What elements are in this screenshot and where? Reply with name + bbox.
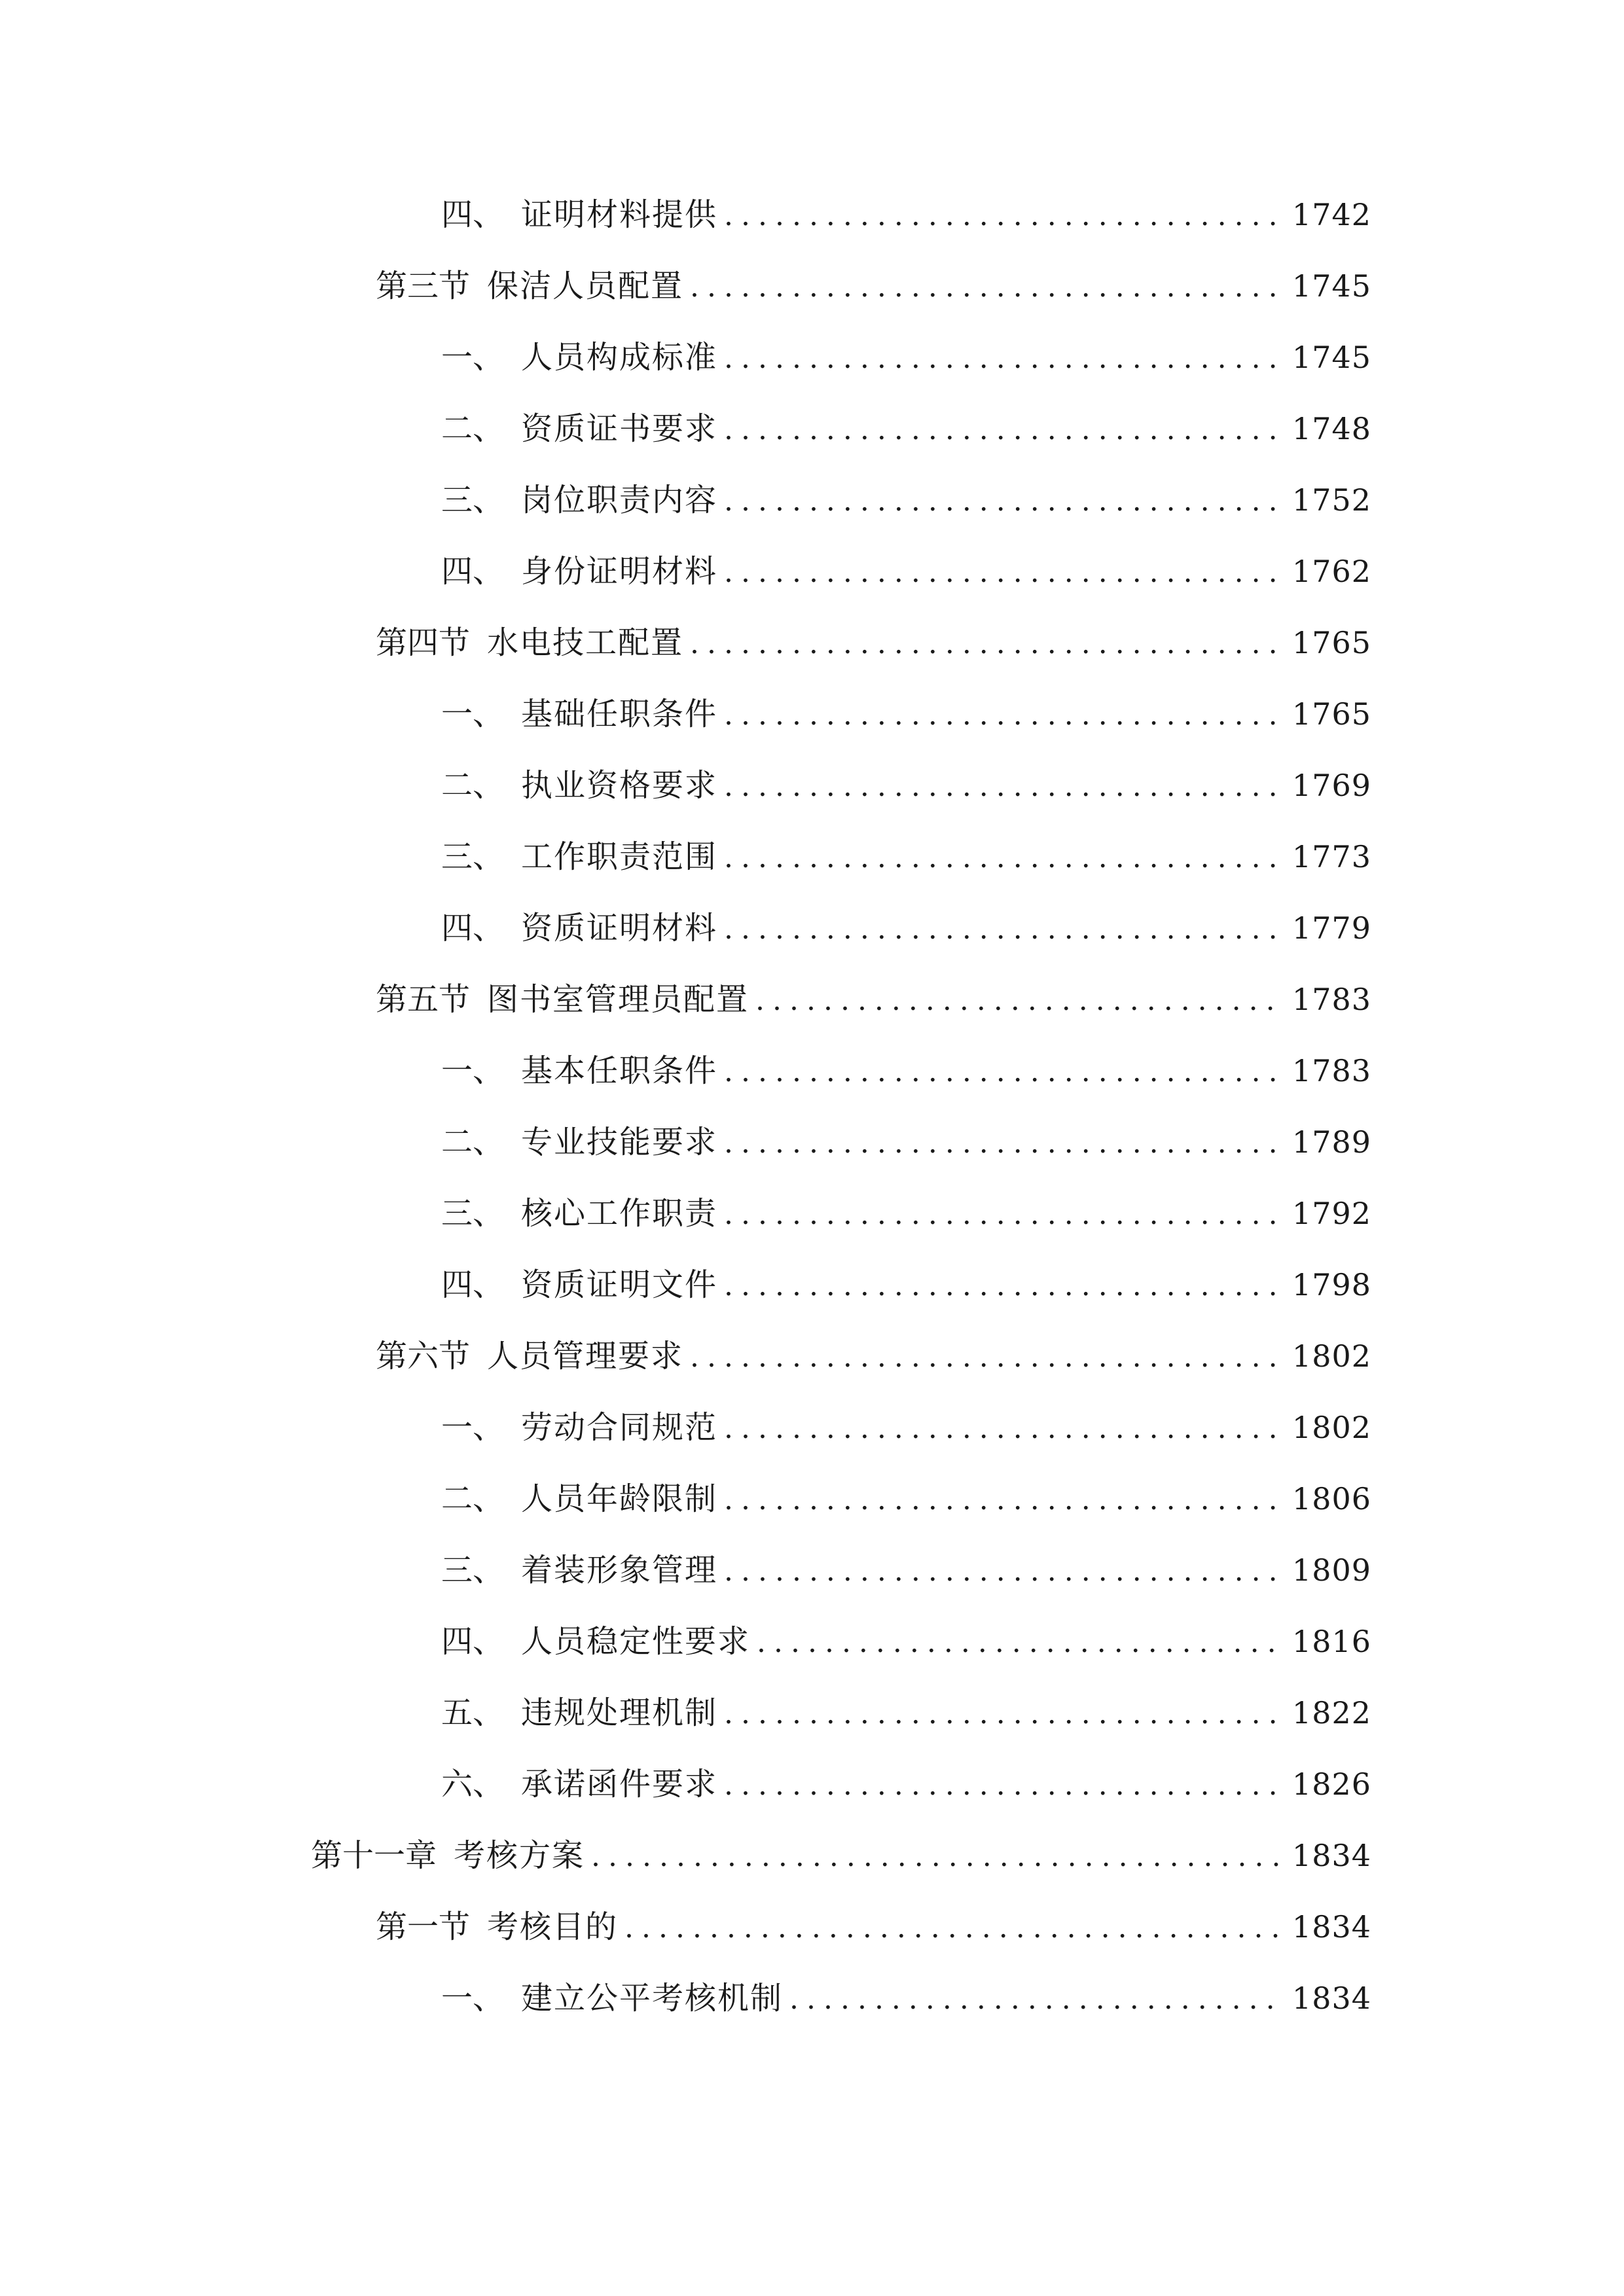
toc-dot-leader (724, 554, 1283, 591)
toc-entry-marker: 四、 (441, 196, 505, 233)
toc-entry[interactable] (0, 1480, 1624, 1552)
toc-entry-title: 保洁人员配置 (487, 268, 684, 304)
toc-dot-leader (724, 483, 1283, 520)
toc-entry-title: 核心工作职责 (521, 1195, 718, 1232)
toc-entry-marker: 二、 (441, 410, 505, 447)
toc-entry-marker: 第四节 (376, 624, 471, 661)
toc-entry[interactable] (0, 1409, 1624, 1480)
toc-entry-title: 执业资格要求 (521, 767, 718, 804)
toc-entry[interactable] (0, 1124, 1624, 1195)
toc-entry[interactable] (0, 1552, 1624, 1623)
toc-page-number: 1834 (1291, 1981, 1371, 2016)
toc-entry-marker: 三、 (441, 838, 505, 875)
toc-entry[interactable] (0, 482, 1624, 553)
toc-entry[interactable] (0, 910, 1624, 981)
toc-entry-marker: 二、 (441, 767, 505, 804)
toc-entry-title: 资质证明材料 (521, 910, 718, 946)
toc-entry-title: 身份证明材料 (521, 553, 718, 590)
toc-entry-marker: 第十一章 (311, 1837, 437, 1874)
toc-entry[interactable] (0, 1623, 1624, 1695)
toc-dot-leader (724, 1268, 1283, 1304)
toc-entry-marker: 五、 (441, 1695, 505, 1731)
toc-entry[interactable] (0, 1980, 1624, 2051)
toc-page-number: 1748 (1291, 411, 1371, 446)
toc-page-number: 1765 (1291, 625, 1371, 660)
toc-page-number: 1789 (1291, 1124, 1371, 1160)
toc-entry-marker: 一、 (441, 339, 505, 376)
toc-dot-leader (724, 1410, 1283, 1447)
toc-entry-marker: 四、 (441, 1266, 505, 1303)
toc-entry-title: 建立公平考核机制 (521, 1980, 784, 2017)
toc-page-number: 1802 (1291, 1410, 1371, 1445)
toc-dot-leader (690, 1339, 1283, 1376)
toc-entry-title: 专业技能要求 (521, 1124, 718, 1160)
toc-page-number: 1745 (1291, 268, 1371, 304)
toc-entry-title: 违规处理机制 (521, 1695, 718, 1731)
toc-page-number: 1816 (1291, 1624, 1371, 1659)
toc-entry-title: 工作职责范围 (521, 838, 718, 875)
toc-dot-leader (724, 840, 1283, 876)
toc-dot-leader (724, 1767, 1283, 1804)
toc-page-number: 1752 (1291, 482, 1371, 518)
toc-entry-title: 水电技工配置 (487, 624, 684, 661)
toc-page-number: 1809 (1291, 1552, 1371, 1588)
toc-entry[interactable] (0, 553, 1624, 624)
toc-entry[interactable] (0, 767, 1624, 838)
toc-entry[interactable] (0, 624, 1624, 696)
toc-page-number: 1802 (1291, 1338, 1371, 1374)
toc-page-number: 1806 (1291, 1481, 1371, 1516)
toc-page-number: 1783 (1291, 982, 1371, 1017)
toc-entry-marker: 一、 (441, 1409, 505, 1446)
toc-dot-leader (724, 911, 1283, 948)
toc-dot-leader (724, 1196, 1283, 1233)
toc-page-number: 1742 (1291, 197, 1371, 232)
toc-page-number: 1822 (1291, 1695, 1371, 1731)
toc-entry-title: 资质证书要求 (521, 410, 718, 447)
toc-entry-marker: 第一节 (376, 1909, 471, 1945)
toc-entry-title: 劳动合同规范 (521, 1409, 718, 1446)
toc-entry[interactable] (0, 1195, 1624, 1266)
toc-dot-leader (724, 1553, 1283, 1590)
toc-entry-title: 考核目的 (487, 1909, 619, 1945)
toc-entry[interactable] (0, 1909, 1624, 1980)
toc-entry-title: 着装形象管理 (521, 1552, 718, 1588)
toc-entry-title: 岗位职责内容 (521, 482, 718, 518)
toc-entry[interactable] (0, 196, 1624, 268)
toc-entry[interactable] (0, 696, 1624, 767)
toc-entry[interactable] (0, 838, 1624, 910)
toc-page-number: 1834 (1291, 1909, 1371, 1945)
toc-page-number: 1834 (1291, 1838, 1371, 1873)
toc-entry-title: 人员管理要求 (487, 1338, 684, 1374)
toc-entry-title: 人员稳定性要求 (521, 1623, 751, 1660)
toc-dot-leader (724, 1482, 1283, 1518)
toc-entry[interactable] (0, 339, 1624, 410)
toc-page-number: 1792 (1291, 1196, 1371, 1231)
toc-entry-marker: 三、 (441, 1552, 505, 1588)
toc-dot-leader (724, 340, 1283, 377)
toc-entry[interactable] (0, 410, 1624, 482)
toc-page-number: 1769 (1291, 768, 1371, 803)
toc-entry-title: 资质证明文件 (521, 1266, 718, 1303)
toc-entry-title: 承诺函件要求 (521, 1766, 718, 1803)
toc-page-number: 1798 (1291, 1267, 1371, 1302)
toc-page-number: 1783 (1291, 1053, 1371, 1088)
toc-entry-marker: 一、 (441, 1052, 505, 1089)
toc-dot-leader (724, 697, 1283, 734)
toc-entry-marker: 一、 (441, 696, 505, 732)
toc-entry-title: 证明材料提供 (521, 196, 718, 233)
toc-dot-leader (690, 269, 1283, 306)
toc-entry-marker: 第五节 (376, 981, 471, 1018)
toc-entry[interactable] (0, 1338, 1624, 1409)
toc-dot-leader (757, 1624, 1283, 1661)
toc-dot-leader (755, 982, 1283, 1019)
toc-page-number: 1773 (1291, 839, 1371, 874)
toc-page-number: 1765 (1291, 696, 1371, 732)
toc-dot-leader (724, 1696, 1283, 1732)
toc-dot-leader (724, 768, 1283, 805)
toc-entry-title: 基本任职条件 (521, 1052, 718, 1089)
toc-entry-title: 人员构成标准 (521, 339, 718, 376)
toc-entry[interactable] (0, 1052, 1624, 1124)
toc-dot-leader (624, 1910, 1283, 1946)
table-of-contents (0, 196, 1624, 2051)
toc-page-number: 1745 (1291, 340, 1371, 375)
toc-dot-leader (724, 1125, 1283, 1162)
toc-entry-marker: 第三节 (376, 268, 471, 304)
toc-entry-title: 基础任职条件 (521, 696, 718, 732)
toc-dot-leader (690, 626, 1283, 662)
toc-entry-marker: 第六节 (376, 1338, 471, 1374)
toc-entry-title: 人员年龄限制 (521, 1480, 718, 1517)
toc-entry[interactable] (0, 1266, 1624, 1338)
toc-dot-leader (724, 198, 1283, 234)
toc-entry[interactable] (0, 268, 1624, 339)
toc-page-number: 1826 (1291, 1767, 1371, 1802)
toc-entry-marker: 一、 (441, 1980, 505, 2017)
toc-entry-title: 图书室管理员配置 (487, 981, 749, 1018)
toc-entry-marker: 二、 (441, 1480, 505, 1517)
toc-page-number: 1762 (1291, 554, 1371, 589)
toc-entry-marker: 二、 (441, 1124, 505, 1160)
toc-entry[interactable] (0, 981, 1624, 1052)
toc-entry-marker: 三、 (441, 482, 505, 518)
toc-entry[interactable] (0, 1837, 1624, 1909)
toc-entry-marker: 四、 (441, 1623, 505, 1660)
toc-entry-marker: 四、 (441, 910, 505, 946)
toc-entry[interactable] (0, 1766, 1624, 1837)
toc-entry-marker: 四、 (441, 553, 505, 590)
toc-dot-leader (724, 412, 1283, 448)
toc-entry-marker: 三、 (441, 1195, 505, 1232)
toc-entry[interactable] (0, 1695, 1624, 1766)
toc-entry-marker: 六、 (441, 1766, 505, 1803)
toc-dot-leader (789, 1981, 1283, 2018)
toc-entry-title: 考核方案 (454, 1837, 585, 1874)
toc-dot-leader (591, 1839, 1283, 1875)
toc-dot-leader (724, 1054, 1283, 1090)
toc-page-number: 1779 (1291, 910, 1371, 946)
